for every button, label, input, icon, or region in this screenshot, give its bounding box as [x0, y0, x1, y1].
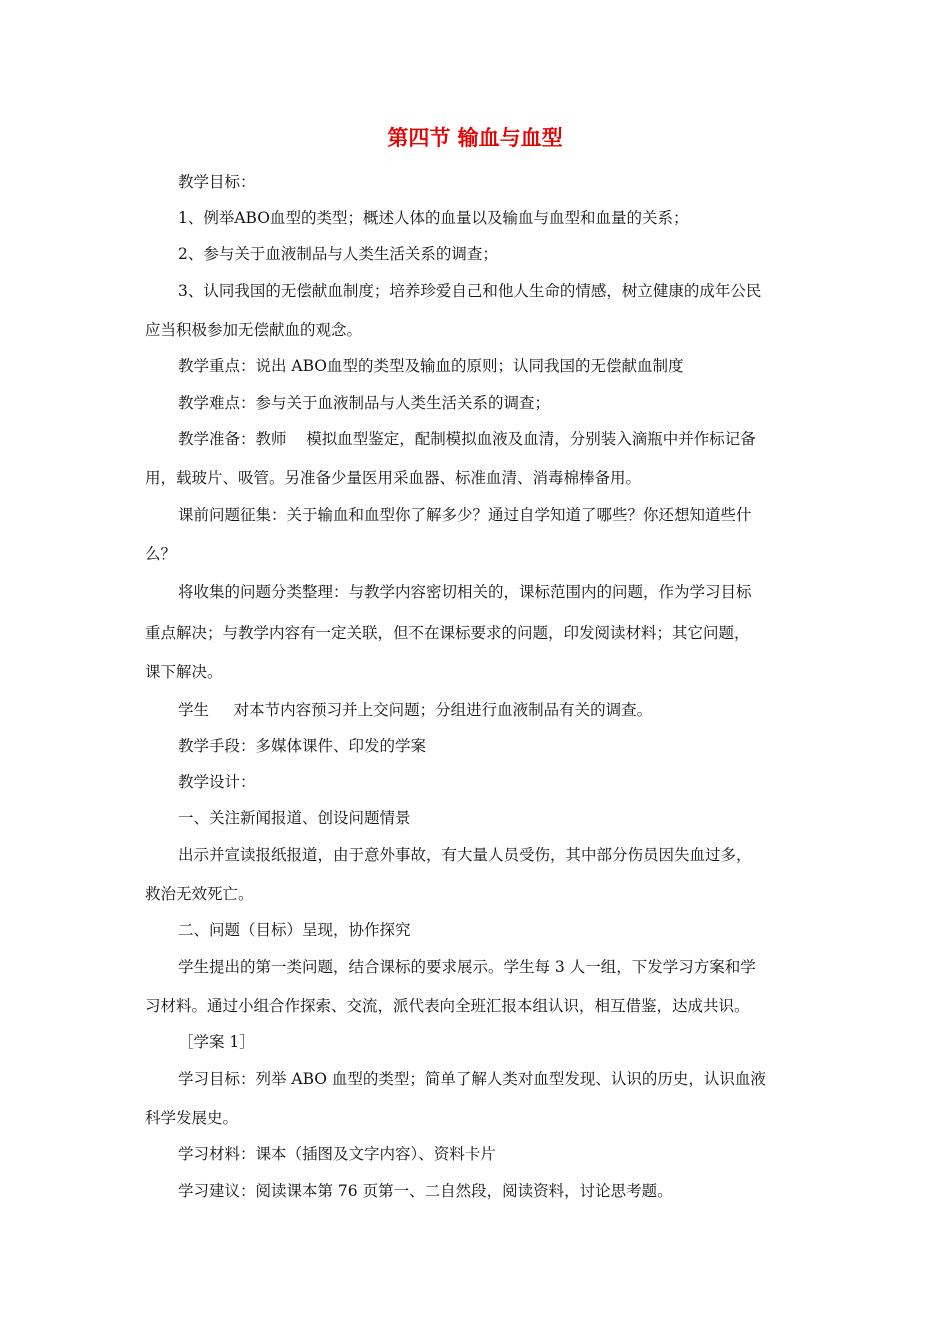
paragraph-line: 教学准备：教师 模拟血型鉴定，配制模拟血液及血清，分别装入滴瓶中并作标记备 [178, 430, 756, 448]
paragraph-line: 课下解决。 [145, 663, 223, 681]
paragraph-line: 2、参与关于血液制品与人类生活关系的调查； [178, 245, 498, 263]
paragraph-line: 教学手段：多媒体课件、印发的学案 [178, 737, 427, 755]
paragraph-line: 救治无效死亡。 [145, 885, 254, 903]
paragraph-line: 学生 对本节内容预习并上交问题；分组进行血液制品有关的调查。 [178, 701, 653, 719]
paragraph-line: 学习材料：课本（插图及文字内容）、资料卡片 [178, 1145, 496, 1163]
paragraph-line: 二、问题（目标）呈现，协作探究 [178, 921, 411, 939]
paragraph-line: 教学目标： [178, 173, 256, 191]
paragraph-line: 学习目标：列举 ABO 血型的类型；简单了解人类对血型发现、认识的历史，认识血液 [178, 1070, 766, 1088]
paragraph-line: 3、认同我国的无偿献血制度；培养珍爱自己和他人生命的情感，树立健康的成年公民 [178, 282, 762, 300]
paragraph-line: 教学重点：说出 ABO血型的类型及输血的原则；认同我国的无偿献血制度 [178, 357, 684, 375]
paragraph-line: 用，载玻片、吸管。另准备少量医用采血器、标准血清、消毒棉棒备用。 [145, 469, 642, 487]
paragraph-line: 学习建议：阅读课本第 76 页第一、二自然段，阅读资料，讨论思考题。 [178, 1182, 673, 1200]
paragraph-line: 教学难点：参与关于血液制品与人类生活关系的调查； [178, 394, 551, 412]
paragraph-line: 课前问题征集：关于输血和血型你了解多少？通过自学知道了哪些？你还想知道些什 [178, 506, 752, 524]
paragraph-line: 教学设计： [178, 773, 256, 791]
page-title: 第四节 输血与血型 [387, 126, 563, 150]
paragraph-line: 学生提出的第一类问题，结合课标的要求展示。学生每 3 人一组，下发学习方案和学 [178, 958, 756, 976]
paragraph-line: 重点解决；与教学内容有一定关联，但不在课标要求的问题，印发阅读材料；其它问题， [145, 624, 750, 642]
paragraph-line: 一、关注新闻报道、创设问题情景 [178, 809, 411, 827]
paragraph-line: 应当积极参加无偿献血的观念。 [145, 321, 363, 339]
paragraph-line: 科学发展史。 [145, 1109, 239, 1127]
paragraph-line: 1、例举ABO血型的类型；概述人体的血量以及输血与血型和血量的关系； [178, 209, 689, 227]
paragraph-line: 么？ [145, 545, 177, 563]
paragraph-line: 将收集的问题分类整理：与教学内容密切相关的，课标范围内的问题，作为学习目标 [178, 583, 752, 601]
paragraph-line: 出示并宣读报纸报道，由于意外事故，有大量人员受伤，其中部分伤员因失血过多， [178, 846, 752, 864]
paragraph-line: ［学案 1］ [178, 1033, 255, 1051]
paragraph-line: 习材料。通过小组合作探索、交流，派代表向全班汇报本组认识，相互借鉴，达成共识。 [145, 997, 750, 1015]
